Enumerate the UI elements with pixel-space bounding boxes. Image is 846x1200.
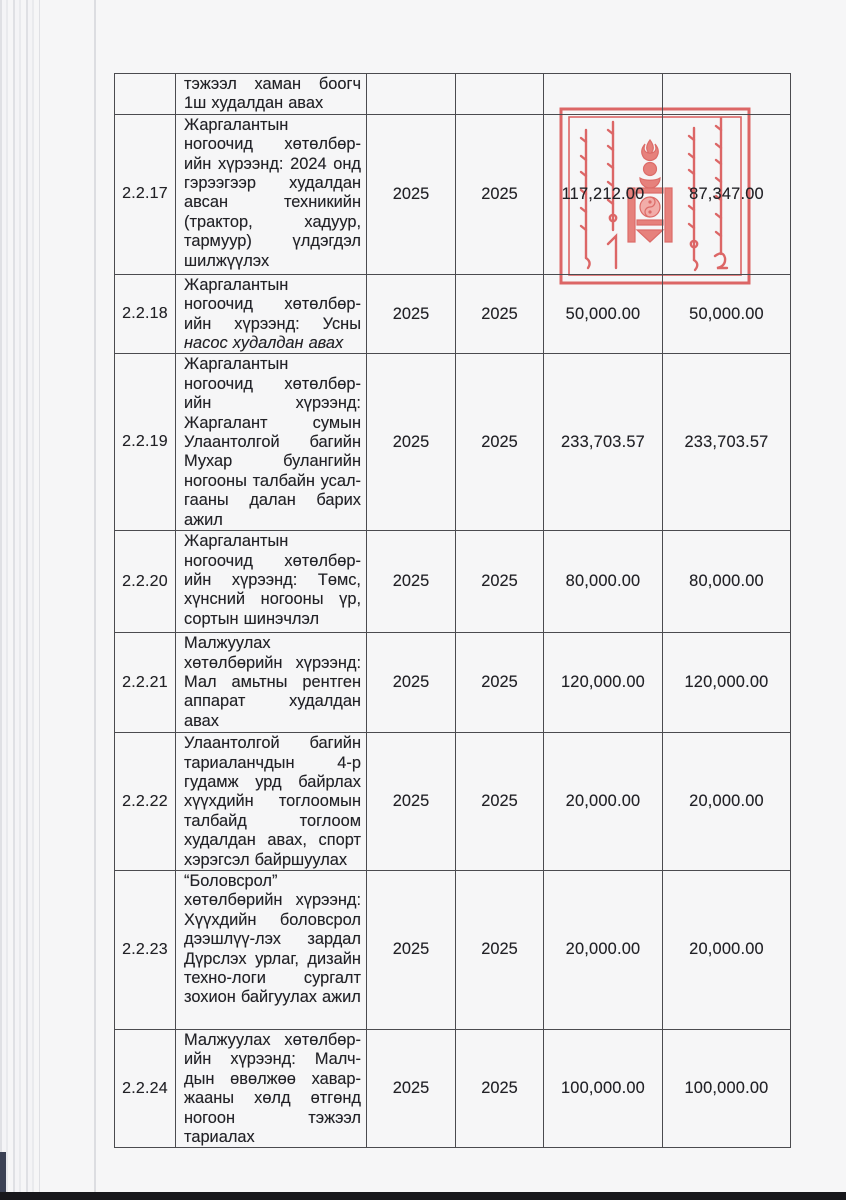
table-row (115, 870, 791, 1029)
cell-description: Малжуулах хөтөлбөр-ийн хүрээнд: Малч-дын өвөлжөө хавар-жааны хөлд өтгөнд ногоон тэжээл тариалах (176, 1029, 367, 1147)
cell-description: Жаргалантын ногоочид хөтөлбөр-ийн хүрээнд: Усны насос худалдан авах (176, 274, 367, 354)
cell-id: 2.2.23 (115, 870, 176, 1029)
cell-amount-b: 80,000.00 (663, 531, 791, 633)
table-row (115, 1029, 791, 1147)
cell-year-start (367, 74, 456, 115)
cell-description: Улаантолгой багийн тариаланчдын 4-р гудамж урд байрлах хүүхдийн тоглоомын талбайд тоглоом худалдан авах, спорт хэрэгсэл байршуулах (176, 733, 367, 871)
cell-id: 2.2.24 (115, 1029, 176, 1147)
cell-amount-b: 20,000.00 (663, 870, 791, 1029)
cell-description: тэжээл хаман боогч 1ш худалдан авах (176, 74, 367, 115)
table-row (115, 354, 791, 531)
cell-id: 2.2.20 (115, 531, 176, 633)
cell-year-end: 2025 (456, 114, 544, 274)
cell-year-end: 2025 (456, 354, 544, 531)
cell-amount-a: 100,000.00 (544, 1029, 663, 1147)
paper-fold-line (94, 0, 96, 1200)
cell-id: 2.2.22 (115, 733, 176, 871)
cell-year-start: 2025 (367, 354, 456, 531)
cell-amount-a: 20,000.00 (544, 870, 663, 1029)
cell-id: 2.2.21 (115, 633, 176, 733)
table-row (115, 274, 791, 354)
cell-id: 2.2.17 (115, 114, 176, 274)
cell-amount-b: 20,000.00 (663, 733, 791, 871)
cell-id: 2.2.19 (115, 354, 176, 531)
cell-amount-a: 50,000.00 (544, 274, 663, 354)
table-row-carryover (115, 74, 791, 115)
cell-year-end: 2025 (456, 531, 544, 633)
cell-amount-a: 117,212.00 (544, 114, 663, 274)
cell-year-start: 2025 (367, 531, 456, 633)
cell-description: Жаргалантын ногоочид хөтөлбөр-ийн хүрээнд: 2024 онд гэрээгээр худалдан авсан техникийн (трактор, хадуур, тармуур) үлдэгдэл шилжүүлэх (176, 114, 367, 274)
cell-description: Жаргалантын ногоочид хөтөлбөр-ийн хүрээнд: Төмс, хүнсний ногооны үр, сортын шинэчлэл (176, 531, 367, 633)
budget-plan-table (114, 73, 791, 1148)
cell-amount-b (663, 74, 791, 115)
cell-year-start: 2025 (367, 733, 456, 871)
cell-description-italic: насос худалдан авах (184, 334, 344, 353)
cell-amount-b: 233,703.57 (663, 354, 791, 531)
cell-year-end: 2025 (456, 633, 544, 733)
cell-description: “Боловсрол” хөтөлбөрийн хүрээнд: Хүүхдийн боловсрол дээшлүү-лэх зардал Дүрслэх урлаг, дизайн техно-логи сургалт зохион байгуулах ажил (176, 870, 367, 1029)
cell-year-end: 2025 (456, 870, 544, 1029)
cell-amount-b: 50,000.00 (663, 274, 791, 354)
cell-amount-a: 20,000.00 (544, 733, 663, 871)
cell-year-start: 2025 (367, 274, 456, 354)
cell-year-end (456, 74, 544, 115)
cell-id (115, 74, 176, 115)
cell-year-end: 2025 (456, 733, 544, 871)
cell-year-start: 2025 (367, 114, 456, 274)
scan-bottom-bar (0, 1192, 846, 1200)
cell-year-start: 2025 (367, 1029, 456, 1147)
cell-amount-a: 80,000.00 (544, 531, 663, 633)
cell-amount-b: 120,000.00 (663, 633, 791, 733)
table-row (115, 633, 791, 733)
table-row (115, 531, 791, 633)
cell-year-start: 2025 (367, 870, 456, 1029)
cell-year-end: 2025 (456, 274, 544, 354)
cell-amount-a: 120,000.00 (544, 633, 663, 733)
table-row (115, 733, 791, 871)
cell-amount-a (544, 74, 663, 115)
table-row (115, 114, 791, 274)
cell-year-start: 2025 (367, 633, 456, 733)
cell-amount-a: 233,703.57 (544, 354, 663, 531)
cell-description: Малжуулах хөтөлбөрийн хүрээнд: Мал амьтны рентген аппарат худалдан авах (176, 633, 367, 733)
cell-id: 2.2.18 (115, 274, 176, 354)
scan-edge-mark (0, 1152, 6, 1194)
cell-amount-b: 100,000.00 (663, 1029, 791, 1147)
cell-description: Жаргалантын ногоочид хөтөлбөр-ийн хүрээнд: Жаргалант сумын Улаантолгой багийн Мухар булангийн ногооны талбайн усал-гааны далан барих ажил (176, 354, 367, 531)
cell-year-end: 2025 (456, 1029, 544, 1147)
scan-edge-streaks (0, 0, 40, 1200)
cell-amount-b: 87,347.00 (663, 114, 791, 274)
